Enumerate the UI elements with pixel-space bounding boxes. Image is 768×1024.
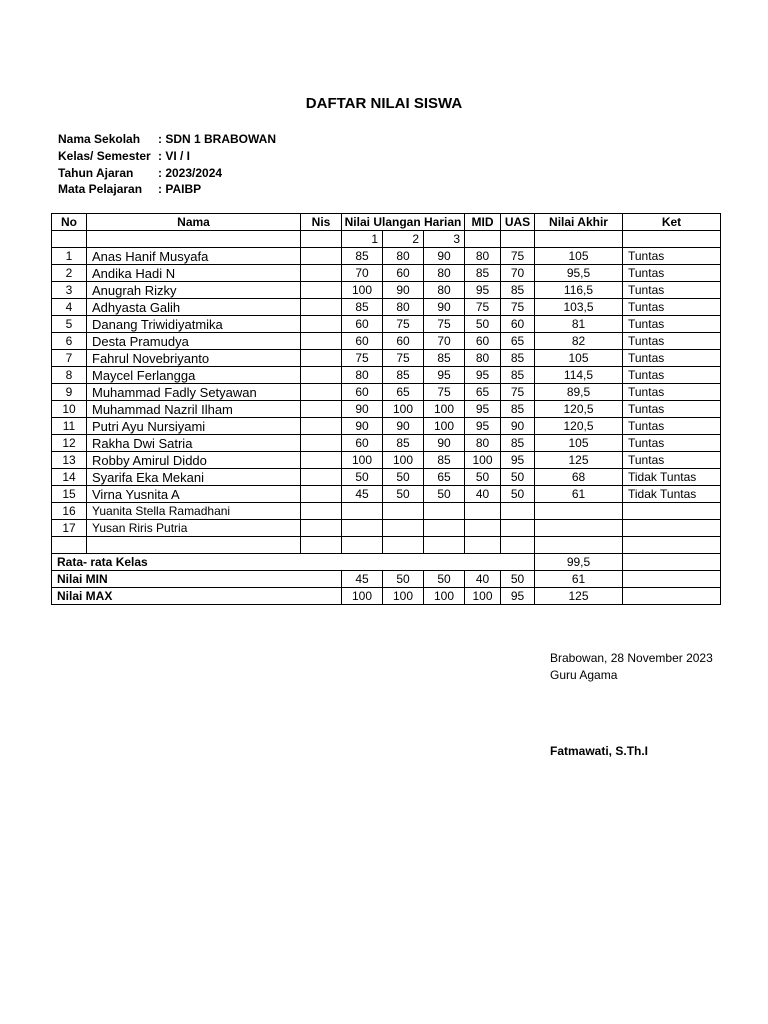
info-school-row	[58, 131, 276, 148]
row-ulangan-2: 50	[383, 469, 424, 486]
min-u3: 50	[424, 571, 465, 588]
row-ulangan-2	[383, 520, 424, 537]
max-mid: 100	[465, 588, 501, 605]
row-ket: Tuntas	[623, 367, 721, 384]
row-ulangan-1: 85	[342, 248, 383, 265]
row-mid: 95	[465, 282, 501, 299]
row-ket	[623, 520, 721, 537]
row-nama: Yuanita Stella Ramadhani	[87, 503, 301, 520]
row-uas: 85	[501, 282, 535, 299]
row-mid: 80	[465, 435, 501, 452]
table-row	[52, 265, 721, 282]
max-u2: 100	[383, 588, 424, 605]
row-nama: Anas Hanif Musyafa	[87, 248, 301, 265]
row-mid: 95	[465, 418, 501, 435]
info-value: : VI / I	[158, 148, 191, 163]
info-label: Nama Sekolah	[58, 132, 141, 146]
table-row	[52, 350, 721, 367]
row-ulangan-2: 75	[383, 350, 424, 367]
max-akhir: 125	[535, 588, 623, 605]
row-ulangan-2: 80	[383, 299, 424, 316]
row-nama: Rakha Dwi Satria	[87, 435, 301, 452]
subheader-2: 2	[383, 231, 424, 248]
row-nis	[301, 418, 342, 435]
row-nama: Maycel Ferlangga	[87, 367, 301, 384]
row-ulangan-3: 75	[424, 384, 465, 401]
row-uas: 75	[501, 299, 535, 316]
row-ulangan-1: 85	[342, 299, 383, 316]
blank-row	[52, 537, 721, 554]
min-mid: 40	[465, 571, 501, 588]
row-ket: Tidak Tuntas	[623, 486, 721, 503]
table-row	[52, 486, 721, 503]
header-ket: Ket	[623, 214, 721, 231]
average-row	[52, 554, 721, 571]
table-row	[52, 418, 721, 435]
row-ulangan-2: 100	[383, 401, 424, 418]
row-akhir: 82	[535, 333, 623, 350]
table-row	[52, 452, 721, 469]
empty-cell	[87, 231, 301, 248]
row-nama: Yusan Riris Putria	[87, 520, 301, 537]
min-u1: 45	[342, 571, 383, 588]
empty-cell	[465, 231, 501, 248]
row-mid: 40	[465, 486, 501, 503]
row-no: 7	[52, 350, 87, 367]
row-akhir: 81	[535, 316, 623, 333]
empty-cell	[301, 231, 342, 248]
row-nis	[301, 384, 342, 401]
row-ket: Tuntas	[623, 452, 721, 469]
row-no: 11	[52, 418, 87, 435]
info-label: Mata Pelajaran	[58, 182, 143, 197]
row-ulangan-3: 90	[424, 299, 465, 316]
signature-name: Fatmawati, S.Th.I	[550, 744, 649, 758]
table-row	[52, 333, 721, 350]
row-nis	[301, 520, 342, 537]
row-akhir: 105	[535, 350, 623, 367]
row-uas: 50	[501, 486, 535, 503]
row-uas	[501, 520, 535, 537]
row-ulangan-3: 70	[424, 333, 465, 350]
row-ket: Tidak Tuntas	[623, 469, 721, 486]
row-nis	[301, 248, 342, 265]
row-ket: Tuntas	[623, 350, 721, 367]
row-nis	[301, 469, 342, 486]
row-no: 4	[52, 299, 87, 316]
row-ulangan-1: 80	[342, 367, 383, 384]
row-ulangan-3: 90	[424, 435, 465, 452]
row-ulangan-3: 80	[424, 282, 465, 299]
row-nama: Putri Ayu Nursiyami	[87, 418, 301, 435]
empty-cell	[52, 231, 87, 248]
row-akhir: 68	[535, 469, 623, 486]
row-mid: 80	[465, 350, 501, 367]
row-ket: Tuntas	[623, 316, 721, 333]
row-no: 6	[52, 333, 87, 350]
max-uas: 95	[501, 588, 535, 605]
empty-cell	[623, 537, 721, 554]
header-nama: Nama	[87, 214, 301, 231]
row-ulangan-2: 90	[383, 282, 424, 299]
average-akhir: 99,5	[535, 554, 623, 571]
header-row	[52, 214, 721, 231]
row-mid: 50	[465, 316, 501, 333]
row-no: 9	[52, 384, 87, 401]
row-akhir: 114,5	[535, 367, 623, 384]
school-info	[58, 131, 276, 198]
max-label: Nilai MAX	[52, 588, 342, 605]
row-akhir: 120,5	[535, 418, 623, 435]
row-ulangan-3: 100	[424, 418, 465, 435]
row-nis	[301, 333, 342, 350]
row-uas	[501, 503, 535, 520]
row-uas: 70	[501, 265, 535, 282]
row-nis	[301, 435, 342, 452]
row-ulangan-2: 65	[383, 384, 424, 401]
row-uas: 85	[501, 367, 535, 384]
row-mid: 100	[465, 452, 501, 469]
grades-table	[51, 213, 721, 605]
row-nis	[301, 299, 342, 316]
table-row	[52, 401, 721, 418]
empty-cell	[465, 537, 501, 554]
row-ket: Tuntas	[623, 418, 721, 435]
row-no: 17	[52, 520, 87, 537]
row-no: 14	[52, 469, 87, 486]
row-ulangan-1: 60	[342, 316, 383, 333]
row-nama: Adhyasta Galih	[87, 299, 301, 316]
average-label: Rata- rata Kelas	[52, 554, 535, 571]
row-nis	[301, 265, 342, 282]
row-nis	[301, 350, 342, 367]
row-ulangan-1: 60	[342, 435, 383, 452]
row-nis	[301, 282, 342, 299]
row-mid: 75	[465, 299, 501, 316]
empty-cell	[501, 231, 535, 248]
row-mid	[465, 520, 501, 537]
row-uas: 85	[501, 435, 535, 452]
empty-cell	[501, 537, 535, 554]
info-value: : 2023/2024	[158, 165, 223, 180]
row-ulangan-1: 70	[342, 265, 383, 282]
row-ulangan-1: 60	[342, 333, 383, 350]
min-u2: 50	[383, 571, 424, 588]
table-row	[52, 469, 721, 486]
row-ulangan-3: 85	[424, 350, 465, 367]
table-row	[52, 384, 721, 401]
table-row	[52, 248, 721, 265]
row-mid	[465, 503, 501, 520]
row-mid: 95	[465, 367, 501, 384]
row-nis	[301, 503, 342, 520]
row-ulangan-3: 65	[424, 469, 465, 486]
header-akhir: Nilai Akhir	[535, 214, 623, 231]
row-ket: Tuntas	[623, 384, 721, 401]
row-mid: 95	[465, 401, 501, 418]
subheader-1: 1	[342, 231, 383, 248]
empty-cell	[535, 537, 623, 554]
row-ulangan-1	[342, 520, 383, 537]
header-nis: Nis	[301, 214, 342, 231]
row-uas: 90	[501, 418, 535, 435]
row-ket: Tuntas	[623, 333, 721, 350]
row-nama: Fahrul Novebriyanto	[87, 350, 301, 367]
row-nama: Danang Triwidiyatmika	[87, 316, 301, 333]
row-ulangan-1: 100	[342, 452, 383, 469]
row-uas: 85	[501, 350, 535, 367]
empty-cell	[623, 231, 721, 248]
row-no: 10	[52, 401, 87, 418]
info-value: : PAIBP	[158, 182, 202, 197]
empty-cell	[342, 537, 383, 554]
row-nama: Desta Pramudya	[87, 333, 301, 350]
info-label: Tahun Ajaran	[58, 165, 134, 180]
min-row	[52, 571, 721, 588]
empty-cell	[383, 537, 424, 554]
row-nis	[301, 316, 342, 333]
table-row	[52, 435, 721, 452]
row-ulangan-2	[383, 503, 424, 520]
info-value: : SDN 1 BRABOWAN	[158, 132, 277, 146]
row-nama: Robby Amirul Diddo	[87, 452, 301, 469]
row-nama: Muhammad Fadly Setyawan	[87, 384, 301, 401]
row-ulangan-3	[424, 503, 465, 520]
subheader-3: 3	[424, 231, 465, 248]
empty-cell	[301, 537, 342, 554]
row-uas: 60	[501, 316, 535, 333]
row-nis	[301, 401, 342, 418]
row-ulangan-3: 75	[424, 316, 465, 333]
row-no: 3	[52, 282, 87, 299]
empty-cell	[87, 537, 301, 554]
header-uas: UAS	[501, 214, 535, 231]
row-ulangan-1	[342, 503, 383, 520]
row-nis	[301, 486, 342, 503]
row-uas: 65	[501, 333, 535, 350]
row-akhir	[535, 520, 623, 537]
row-no: 13	[52, 452, 87, 469]
row-ulangan-3: 90	[424, 248, 465, 265]
empty-cell	[535, 231, 623, 248]
row-nis	[301, 452, 342, 469]
subheader-row	[52, 231, 721, 248]
page-title: DAFTAR NILAI SISWA	[305, 95, 463, 112]
row-no: 8	[52, 367, 87, 384]
row-nama: Muhammad Nazril Ilham	[87, 401, 301, 418]
table-row	[52, 316, 721, 333]
row-ulangan-2: 100	[383, 452, 424, 469]
row-no: 12	[52, 435, 87, 452]
row-mid: 80	[465, 248, 501, 265]
row-ulangan-3: 50	[424, 486, 465, 503]
row-ket: Tuntas	[623, 248, 721, 265]
row-ket: Tuntas	[623, 435, 721, 452]
row-uas: 75	[501, 248, 535, 265]
row-ulangan-3: 85	[424, 452, 465, 469]
empty-cell	[623, 588, 721, 605]
row-mid: 65	[465, 384, 501, 401]
empty-cell	[623, 554, 721, 571]
row-akhir	[535, 503, 623, 520]
row-akhir: 89,5	[535, 384, 623, 401]
row-mid: 60	[465, 333, 501, 350]
row-akhir: 103,5	[535, 299, 623, 316]
min-akhir: 61	[535, 571, 623, 588]
row-nis	[301, 367, 342, 384]
info-label: Kelas/ Semester	[58, 148, 151, 163]
row-akhir: 105	[535, 248, 623, 265]
row-nama: Virna Yusnita A	[87, 486, 301, 503]
header-no: No	[52, 214, 87, 231]
table-row	[52, 282, 721, 299]
row-akhir: 61	[535, 486, 623, 503]
row-ulangan-1: 50	[342, 469, 383, 486]
row-akhir: 95,5	[535, 265, 623, 282]
row-ulangan-2: 50	[383, 486, 424, 503]
row-ulangan-2: 85	[383, 435, 424, 452]
empty-cell	[623, 571, 721, 588]
empty-cell	[52, 537, 87, 554]
row-uas: 85	[501, 401, 535, 418]
table-row	[52, 520, 721, 537]
row-uas: 75	[501, 384, 535, 401]
row-no: 16	[52, 503, 87, 520]
table-row	[52, 367, 721, 384]
signature-role: Guru Agama	[550, 668, 618, 682]
table-row	[52, 299, 721, 316]
info-year-row	[58, 165, 276, 182]
info-subject-row	[58, 181, 276, 198]
row-nama: Andika Hadi N	[87, 265, 301, 282]
row-ket: Tuntas	[623, 265, 721, 282]
row-akhir: 125	[535, 452, 623, 469]
row-ulangan-3: 80	[424, 265, 465, 282]
max-u3: 100	[424, 588, 465, 605]
min-uas: 50	[501, 571, 535, 588]
max-row	[52, 588, 721, 605]
row-ulangan-1: 90	[342, 401, 383, 418]
row-akhir: 116,5	[535, 282, 623, 299]
row-ket: Tuntas	[623, 282, 721, 299]
row-ulangan-2: 90	[383, 418, 424, 435]
row-ket: Tuntas	[623, 299, 721, 316]
row-ulangan-1: 60	[342, 384, 383, 401]
row-ulangan-3	[424, 520, 465, 537]
row-mid: 85	[465, 265, 501, 282]
row-uas: 95	[501, 452, 535, 469]
header-mid: MID	[465, 214, 501, 231]
row-akhir: 120,5	[535, 401, 623, 418]
row-ket	[623, 503, 721, 520]
min-label: Nilai MIN	[52, 571, 342, 588]
info-class-row	[58, 148, 276, 165]
row-ulangan-3: 100	[424, 401, 465, 418]
row-ulangan-2: 60	[383, 333, 424, 350]
row-akhir: 105	[535, 435, 623, 452]
row-ulangan-2: 75	[383, 316, 424, 333]
row-ulangan-1: 100	[342, 282, 383, 299]
row-no: 1	[52, 248, 87, 265]
max-u1: 100	[342, 588, 383, 605]
row-ulangan-1: 75	[342, 350, 383, 367]
row-ulangan-2: 60	[383, 265, 424, 282]
row-ulangan-1: 45	[342, 486, 383, 503]
row-ulangan-1: 90	[342, 418, 383, 435]
row-ulangan-2: 85	[383, 367, 424, 384]
empty-cell	[424, 537, 465, 554]
row-mid: 50	[465, 469, 501, 486]
row-uas: 50	[501, 469, 535, 486]
row-nama: Anugrah Rizky	[87, 282, 301, 299]
row-ulangan-2: 80	[383, 248, 424, 265]
row-no: 15	[52, 486, 87, 503]
row-ulangan-3: 95	[424, 367, 465, 384]
row-no: 2	[52, 265, 87, 282]
table-row	[52, 503, 721, 520]
row-nama: Syarifa Eka Mekani	[87, 469, 301, 486]
signature-place-date: Brabowan, 28 November 2023	[550, 651, 713, 665]
row-no: 5	[52, 316, 87, 333]
row-ket: Tuntas	[623, 401, 721, 418]
header-ulangan: Nilai Ulangan Harian	[342, 214, 465, 231]
